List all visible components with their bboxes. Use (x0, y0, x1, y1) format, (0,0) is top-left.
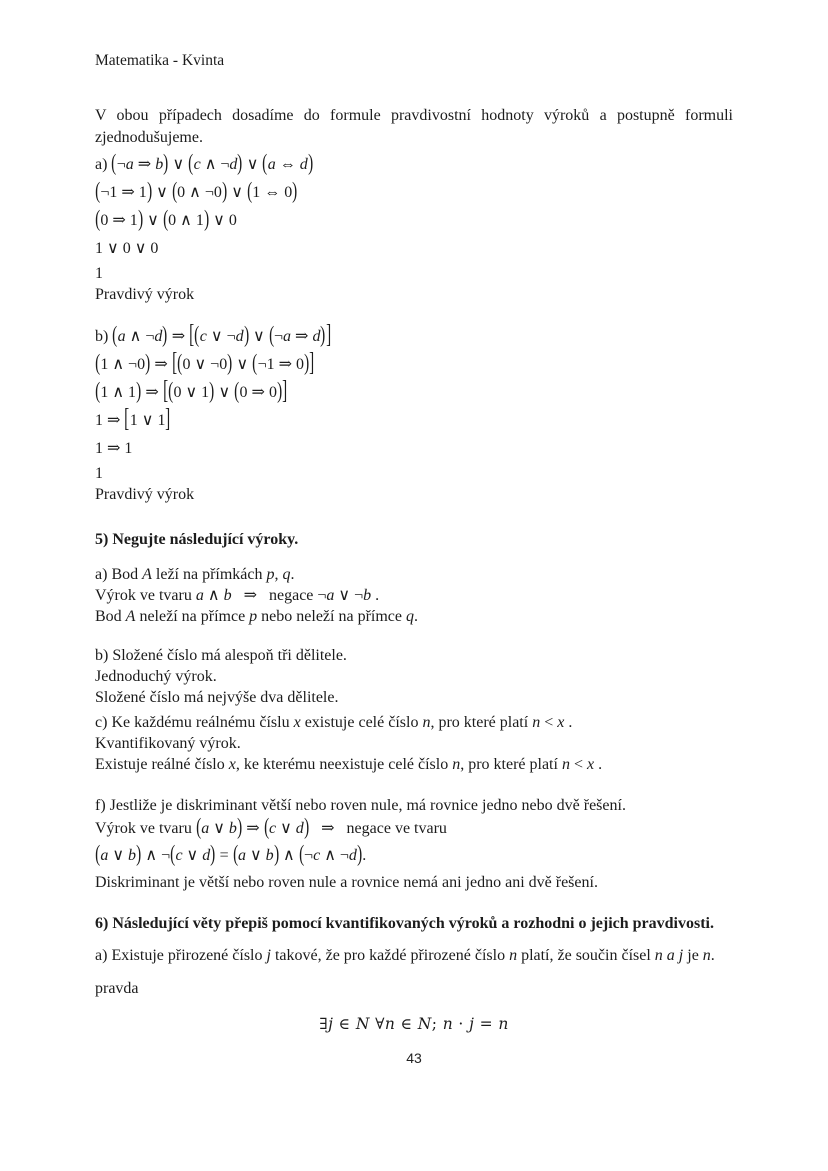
statement-line: c) Ke každému reálnému číslu x existuje celé číslo n, pro které platí n < x . (95, 714, 573, 731)
formula-line: (¬1 ⇒ 1) ∨ (0 ∧ ¬0) ∨ (1 ⇔ 0) (95, 179, 298, 204)
analysis-line: Kvantifikovaný výrok. (95, 735, 241, 752)
negation-line: Bod A neleží na přímce p nebo neleží na přímce q. (95, 608, 418, 625)
exercise-5-part-c (95, 712, 733, 775)
substitution-example-b (95, 323, 733, 505)
exercise-6-part-a (95, 944, 733, 967)
exercise-5-part-b (95, 645, 733, 708)
formula-line: (a ∨ b) ∧ ¬(c ∨ d) = (a ∨ b) ∧ (¬c ∧ ¬d). (95, 842, 367, 867)
formula-line: (0 ⇒ 1) ∨ (0 ∧ 1) ∨ 0 (95, 207, 237, 232)
result-line: Pravdivý výrok (95, 286, 195, 303)
answer-text: pravda (95, 980, 139, 997)
formula-line: 1 ⇒ [1 ∨ 1] (95, 405, 171, 434)
formula-line: (1 ∧ 1) ⇒ [(0 ∨ 1) ∨ (0 ⇒ 0)] (95, 377, 288, 406)
page-number: 43 (406, 1050, 422, 1066)
exercise-5-heading: 5) Negujte následující výroky. (95, 531, 299, 548)
analysis-line: Výrok ve tvaru (a ∨ b) ⇒ (c ∨ d) ⇒ negace ve tvaru (95, 815, 447, 840)
analysis-line: Jednoduchý výrok. (95, 668, 217, 685)
formula-line: 1 ⇒ 1 (95, 440, 133, 457)
formula-line: a) (¬a ⇒ b) ∨ (c ∧ ¬d) ∨ (a ⇔ d) (95, 151, 313, 176)
negation-line: Diskriminant je větší nebo roven nule a rovnice nemá ani jedno ani dvě řešení. (95, 874, 598, 891)
formula-line: (1 ∧ ¬0) ⇒ [(0 ∨ ¬0) ∨ (¬1 ⇒ 0)] (95, 349, 315, 378)
result-line: Pravdivý výrok (95, 486, 195, 503)
page-header: Matematika - Kvinta (95, 52, 225, 69)
substitution-example-a (95, 151, 733, 305)
statement-line: a) Bod A leží na přímkách p, q. (95, 566, 295, 583)
analysis-line: Výrok ve tvaru a ∧ b ⇒ negace ¬a ∨ ¬b . (95, 587, 380, 604)
negation-line: Složené číslo má nejvýše dva dělitele. (95, 689, 339, 706)
negation-line: Existuje reálné číslo x, ke kterému neexistuje celé číslo n, pro které platí n < x . (95, 756, 603, 773)
statement-line: f) Jestliže je diskriminant větší nebo roven nule, má rovnice jedno nebo dvě řešení. (95, 797, 626, 814)
formula-line: 1 (95, 465, 103, 482)
statement-line: b) Složené číslo má alespoň tři dělitele. (95, 647, 347, 664)
formula-line: 1 ∨ 0 ∨ 0 (95, 240, 159, 257)
exercise-5-part-a (95, 564, 733, 627)
formula-line: b) (a ∧ ¬d) ⇒ [(c ∨ ¬d) ∨ (¬a ⇒ d)] (95, 321, 331, 350)
statement-line: a) Existuje přirozené číslo j takové, že pro každé přirozené číslo n platí, že součin čísel n a j je n. (95, 947, 715, 964)
exercise-5-part-f (95, 795, 733, 896)
intro-paragraph: V obou případech dosadíme do formule pravdivostní hodnoty výroků a postupně formuli zjednodušujeme. (95, 107, 733, 146)
formula-line: 1 (95, 265, 103, 282)
quantified-formula: ∃j ∈ N ∀n ∈ N; n · j = n (319, 1015, 509, 1033)
exercise-6-heading: 6) Následující věty přepiš pomocí kvantifikovaných výroků a rozhodni o jejich pravdivosti. (95, 915, 714, 932)
